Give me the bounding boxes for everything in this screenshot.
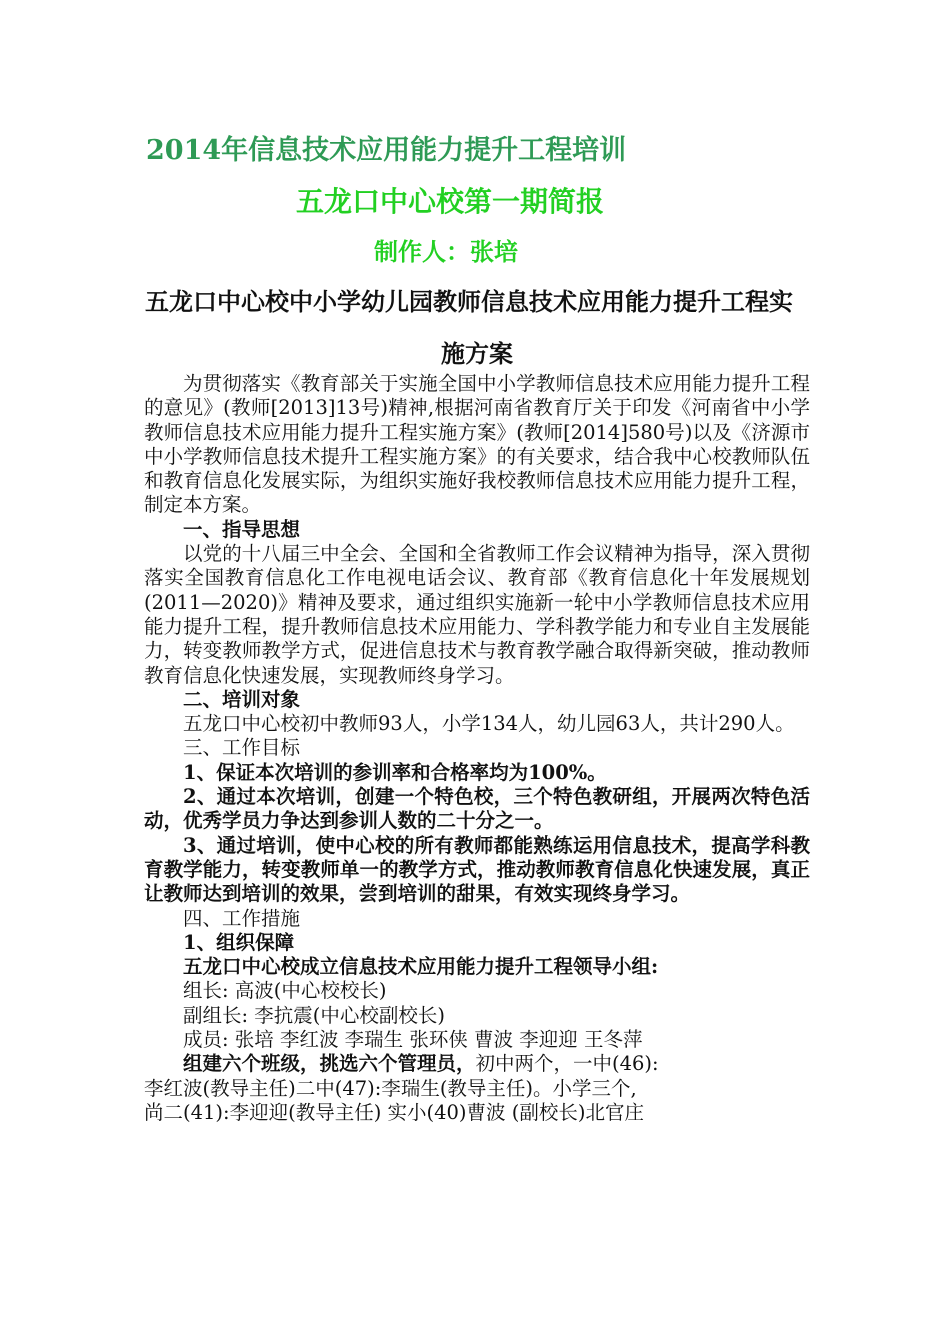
training-target-paragraph: 五龙口中心校初中教师93人，小学134人，幼儿园63人，共计290人。 [183,712,795,736]
intro-paragraph: 为贯彻落实《教育部关于实施全国中小学教师信息技术应用能力提升工程的意见》(教师[2013]13号)精神,根据河南省教育厅关于印发《河南省中小学教师信息技术应用能力提升工程实施方案》(教师[2014]580号)以及《济源市中小学教师信息技术提升工程实施方案》的有关要求，结合我中心校教师队伍和教育信息化发展实际，为组织实施好我校教师信息技术应用能力提升工程，制定本方案。 [144,372,810,517]
group-vice-leader: 副组长: 李抗震(中心校副校长) [183,1003,445,1027]
classes-line-2: 李红波(教导主任)二中(47):李瑞生(教导主任)。小学三个, [144,1076,637,1100]
classes-lead-bold: 组建六个班级，挑选六个管理员， [183,1052,476,1076]
goal-item-3: 3、通过培训，使中心校的所有教师都能熟练运用信息技术，提高学科教育教学能力，转变教师单一的教学方式，推动教师教育信息化快速发展，真正让教师达到培训的效果，尝到培训的甜果，有效实现终身学习。 [144,833,810,906]
plan-title-line-2: 施方案 [441,339,513,368]
measure-heading-organization: 1、组织保障 [183,930,295,954]
section-heading-guiding-thought: 一、指导思想 [183,517,301,541]
classes-paragraph [144,1052,810,1125]
plan-title-line-1: 五龙口中心校中小学幼儿园教师信息技术应用能力提升工程实 [145,287,793,316]
goal-item-2: 2、通过本次培训，创建一个特色校，三个特色教研组，开展两次特色活动，优秀学员力争达到参训人数的二十分之一。 [144,785,810,833]
classes-line-3: 尚二(41):李迎迎(教导主任) 实小(40)曹波 (副校长)北官庄 [144,1100,644,1124]
report-title: 2014年信息技术应用能力提升工程培训 [146,135,627,166]
report-author: 制作人：张培 [374,237,518,266]
goal-item-1: 1、保证本次培训的参训率和合格率均为100%。 [183,760,607,784]
section-heading-work-goals: 三、工作目标 [183,736,301,760]
section-heading-training-target: 二、培训对象 [183,687,301,711]
group-members: 成员: 张培 李红波 李瑞生 张环侠 曹波 李迎迎 王冬萍 [183,1028,643,1052]
guiding-thought-paragraph: 以党的十八届三中全会、全国和全省教师工作会议精神为指导，深入贯彻落实全国教育信息化工作电视电话会议、教育部《教育信息化十年发展规划(2011—2020)》精神及要求，通过组织实施新一轮中小学教师信息技术应用能力提升工程，提升教师信息技术应用能力、学科教学能力和专业自主发展能力，转变教师教学方式，促进信息技术与教育教学融合取得新突破，推动教师教育信息化快速发展，实现教师终身学习。 [144,542,810,687]
section-heading-work-measures: 四、工作措施 [183,906,301,930]
leading-group-intro: 五龙口中心校成立信息技术应用能力提升工程领导小组: [183,955,659,979]
classes-line-1 [144,1052,810,1076]
group-leader: 组长: 高波(中心校校长) [183,979,387,1003]
report-subtitle: 五龙口中心校第一期简报 [296,185,605,218]
document-body [144,372,810,1125]
classes-lead-rest: 初中两个，一中(46): [475,1052,659,1076]
